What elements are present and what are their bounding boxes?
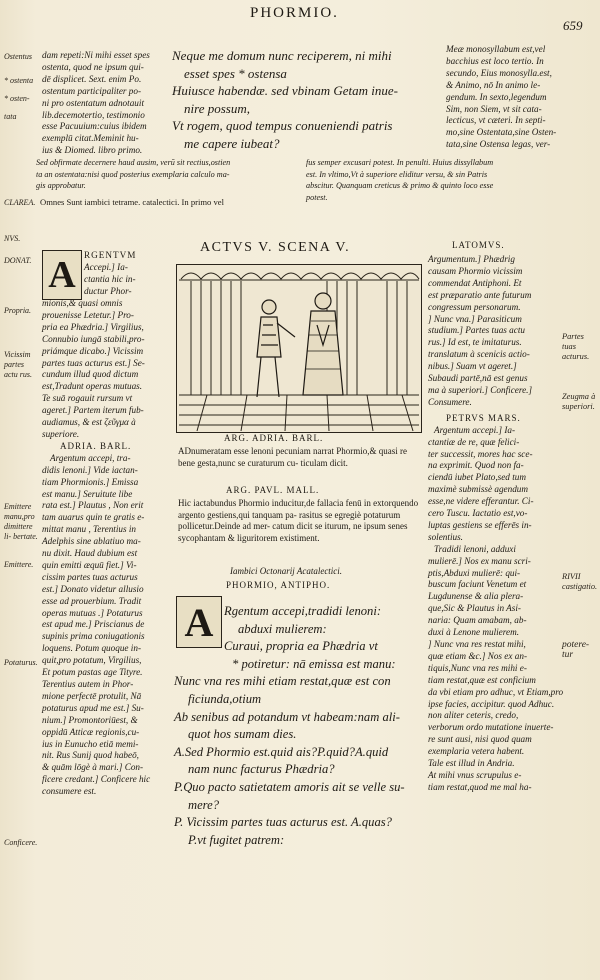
text-line: gis approbatur. [36, 181, 86, 191]
text-line: fus semper excusari potest. In penulti. Huius dissyllabum [306, 158, 494, 167]
margin-note: * osten- [4, 94, 30, 103]
text-line: Connubio iungā stabili,pro- [42, 333, 145, 344]
text-line: translatum à scenicis actio- [428, 349, 530, 360]
text-line: Te suā rogauit rursum vt [42, 393, 133, 404]
text-line: Subaudi partē,nā est genus [428, 373, 528, 384]
verse-line: Huiusce habendæ. sed vbinam Getam inue- [172, 83, 399, 98]
text-line: superiore. [42, 428, 80, 439]
text-line: Argentum accepi, tra- [50, 452, 131, 463]
text-line: ] Nunc vna res restat mihi, [428, 639, 526, 649]
verse-line: Ab senibus ad potandum vt habeam:nam ali- [174, 709, 400, 724]
text-line: commendat Antiphoni. Et [428, 277, 522, 288]
text-line: nibus.] Suam vt ageret.] [428, 361, 517, 372]
text-line: Et potum pastas age Tityre. [42, 667, 143, 678]
argument-caption-2: ARG. PAVL. MALL. [226, 485, 320, 495]
argument-caption-1: ARG. ADRIA. BARL. [224, 433, 324, 443]
text-line: priámque dicabo.] Vicissim [42, 345, 144, 356]
text-line: na exprimit. Quod non fa- [428, 460, 524, 471]
left-commentary [42, 298, 176, 798]
verse-line: P. Vicissim partes tuas acturus est. A.quas? [174, 815, 392, 830]
margin-clareanus-cont: NVS. [4, 234, 21, 243]
left-commentary-head [84, 250, 176, 298]
margin-potere-tur: potere-tur [562, 640, 590, 660]
verse-drop-cap: A [176, 596, 222, 648]
verse-line: Vt rogem, quod tempus conueniendi patris [172, 118, 393, 133]
top-left-margin [4, 52, 40, 122]
text-line: mo,sine Ostentata,sine Osten- [446, 127, 557, 138]
text-line: At mihi vnus scrupulus e- [428, 769, 522, 780]
meter-note: Omnes Sunt iambici tetrame. catalectici. In primo vel [40, 197, 224, 207]
top-verse [172, 47, 422, 152]
text-line: Argentum accepi.] Ia- [434, 424, 516, 435]
text-line: potaturus apud me est.] Su- [42, 702, 144, 713]
margin-rivii: RIVII castigatio. [562, 572, 598, 591]
text-line: Meæ monosyllabum est,vel [446, 44, 546, 54]
margin-zeugma: Zeugma à superiori. [562, 392, 596, 411]
text-line: cero Tuscu. Iactatio est,vo- [428, 508, 528, 519]
verse-line: abduxi mulierem: [238, 621, 327, 636]
text-line: exemplū citat.Meminit hu- [42, 133, 139, 144]
text-line: Tradidi lenoni, adduxi [434, 543, 516, 554]
text-line: tam auarus quin te gratis e- [42, 512, 145, 523]
margin-donat: DONAT. [4, 256, 32, 265]
text-line: buscum faciunt Venetum et [428, 579, 527, 590]
text-line: tiam Phormionis.] Emissa [42, 476, 139, 487]
text-line: Sed obfirmate decernere haud ausim, verū sit rectius,ostien [36, 158, 231, 167]
verse-line: Nunc vna res mihi etiam restat,quæ est con [174, 674, 391, 689]
verse-line: * potiretur: nā emissa est manu: [232, 656, 396, 671]
text-line: cundum illud quod dictum [42, 369, 139, 380]
verse-line: ficiunda,otium [188, 691, 262, 706]
text-line: mulierē.] Nos ex manu scri- [428, 555, 531, 566]
text-line: RGENTVM [84, 250, 137, 260]
text-line: ageret.] Partem iterum fub- [42, 405, 144, 416]
margin-emittere-manu: Emittere manu,pro dimittere li- bertate. [4, 502, 38, 541]
text-line: ma à superiori.] Conficere.] [428, 384, 533, 395]
argument-paragraph-2: Hic iactabundus Phormio inducitur,de fallacia fenū in extorquendo argento gestiens,qui tanquam pa- rasitus se egregiè potaturum pollicetur.Deinde ad mer- catum dicit se iturum, ne ipsum senes sycophantam & liguritorem existiment. [178, 498, 419, 543]
text-line: que,Sic & Plautus in Asi- [428, 603, 521, 614]
text-line: & Animo, nō In animo le- [446, 79, 541, 90]
text-line: duxi à Lenone mulierem. [428, 627, 520, 638]
latomus-heading: LATOMVS. [452, 240, 505, 250]
text-line: operas mutuas .] Potaturus [42, 607, 143, 618]
text-line: ptis,Abduxi mulierē: qui- [428, 567, 521, 578]
text-line: rata est.] Plautus , Non erit [42, 500, 144, 511]
text-line: Argumentum.] Phædrig [428, 254, 515, 264]
woodcut-scene [177, 265, 421, 432]
margin-partes-tuas: Partes tuas acturus. [562, 332, 590, 361]
text-line: mione perfectē protulit, Nā [42, 690, 142, 701]
scene-persons: PHORMIO, ANTIPHO. [226, 580, 331, 590]
text-line: audiamus, & est ζεῦγμα à [42, 417, 136, 428]
verse-line: quot hos sumam dies. [188, 727, 297, 742]
text-line: Accepi.] Ia- [84, 261, 128, 272]
verse-line: esset spes * ostensa [184, 65, 287, 81]
top-right-commentary [446, 44, 596, 151]
text-line: quit,pro potatum, Virgilius, [42, 655, 142, 666]
text-line: didis lenoni.] Vide iactan- [42, 464, 138, 475]
text-line: bacchius est loco tertio. In [446, 55, 544, 66]
text-line: esse Pacuuium:cuius ibidem [42, 121, 147, 132]
text-line: consumere est. [42, 786, 97, 797]
text-line: ductur Phor- [84, 285, 132, 296]
text-line: secundo, Eius monosylla.est, [446, 67, 552, 78]
text-line: Consumere. [428, 396, 472, 407]
text-line: ter successit, mores hac sce- [428, 448, 533, 459]
folio-number: 659 [563, 18, 583, 33]
text-line: loquens. Potum quoque in- [42, 643, 142, 654]
margin-vicissim: Vicissim partes actu rus. [4, 350, 32, 379]
verse-line: mere? [188, 797, 220, 812]
text-line: lib.decemotertio, testimonio [42, 109, 145, 120]
woodcut-illustration [176, 264, 422, 433]
text-line: ficere credant.] Conficere hic [42, 774, 151, 785]
text-line: Adelphis sine ablatiuo ma- [42, 536, 141, 547]
margin-clareanus: CLAREA. [4, 198, 36, 207]
text-line: congressum personarum. [428, 301, 521, 312]
text-line: quæ etiam &c.] Nos ex an- [428, 650, 528, 661]
text-line: nium.] Promontoriūest, & [42, 714, 138, 725]
text-line: ostenta, quod ne ipsum qui- [42, 61, 144, 72]
text-line: Tale est illud in Andria. [428, 758, 515, 769]
verse-line: Rgentum accepi,tradidi lenoni: [224, 604, 382, 618]
verse-line: Curaui, propria ea Phædria vt [224, 639, 378, 654]
margin-note: tata [4, 112, 17, 121]
text-line: da vbi etiam pro adhuc, vt Etiam,pro [428, 686, 564, 697]
top-mid-commentary [306, 157, 494, 203]
text-line: exemplaria vetera habent. [428, 746, 525, 757]
verse-line: Neque me domum nunc reciperem, ni mihi [172, 48, 392, 63]
margin-note: * ostenta [4, 76, 34, 85]
verse-line: P.vt fugitet patrem: [188, 832, 285, 847]
text-line: rus.] Id est, te imitaturus. [428, 337, 522, 348]
text-line: dam repeti:Ni mihi esset spes [42, 50, 150, 60]
verse-line: A.Sed Phormio est.quid ais?P.quid?A.quid [174, 744, 389, 759]
text-line: Lugdunense & alia plera- [428, 591, 524, 602]
margin-emittere: Emittere. [4, 560, 34, 569]
text-line: ciendū iubet Plato,sed tum [428, 472, 526, 483]
text-line: esse ad prouerbium. Tradit [42, 595, 142, 606]
text-line: re sunt ausi, nisi quod quam [428, 734, 532, 745]
persons-heading-mars: PETRVS MARS. [446, 412, 521, 423]
margin-potaturus: Potaturus. [4, 658, 38, 667]
text-line: tiam restat,quæ est conficium [428, 674, 536, 685]
text-line: ius & Diomed. libro primo. [42, 145, 143, 156]
text-line: quin emitti æquū fiet.] Vi- [42, 559, 137, 570]
verse-line: me capere iubeat? [184, 135, 280, 151]
text-line: nit. Rus Sunij quod habeō, [42, 750, 139, 761]
scene-verse [174, 603, 424, 849]
persons-heading: ADRIA. BARL. [60, 440, 132, 451]
text-line: luptas gestiens se efferēs in- [428, 519, 532, 530]
text-line: ctantia hic in- [84, 273, 136, 284]
latomus-commentary [428, 254, 564, 794]
top-left-commentary [42, 50, 168, 157]
text-line: est apud me.] Priscianus de [42, 619, 145, 630]
margin-conficere: Conficere. [4, 838, 38, 847]
text-line: non aliter ceteris, credo, [428, 710, 519, 721]
text-line: tata,sine Ostensa legas, ver- [446, 139, 551, 150]
text-line: mionis,& quasi omnis [42, 298, 123, 308]
text-line: ] Nunc vna.] Parasiticum [428, 313, 522, 324]
verse-line: nire possum, [184, 100, 250, 116]
text-line: est,Tradunt operas mutuas. [42, 381, 143, 392]
text-line: ipse facies, accipitur. quod Adhuc. [428, 698, 555, 709]
text-line: ostentum participaliter po- [42, 85, 142, 96]
text-line: potest. [306, 192, 328, 202]
margin-propria: Propria. [4, 306, 32, 315]
text-line: verborum ordo mutatione inuerte- [428, 722, 554, 733]
text-line: abscitur. Quanquam creticus & primo & quinto loco esse [306, 181, 494, 191]
text-line: dē displicet. Sext. enim Po. [42, 73, 142, 84]
meter-caption: Iambici Octonarij Acatalectici. [230, 566, 343, 576]
text-line: ius in Eunucho etiā memi- [42, 738, 139, 749]
argument-paragraph-1: ADnumeratam esse lenoni pecuniam narrat Phormio,& quasi re bene gesta,nunc se curaturum cu- ticulam dicit. [178, 446, 407, 468]
text-line: Sim, non Siem, vt sit cata- [446, 103, 542, 114]
act-heading: ACTVS V. SCENA V. [200, 240, 351, 255]
margin-note: Ostentus [4, 52, 32, 61]
text-line: maximè submissè agendum [428, 484, 529, 495]
text-line: esse,ne videre efferantur. Ci- [428, 496, 534, 507]
text-line: tiam restat,quod me mal ha- [428, 781, 532, 792]
text-line: oppidū Atticæ regionis,cu- [42, 726, 140, 737]
text-line: solentius. [428, 531, 463, 542]
text-line: Terentius autem in Phor- [42, 679, 134, 689]
text-line: partes tuas acturus est.] Se- [42, 357, 145, 368]
text-line: pria ea Phædria.] Virgilius, [42, 321, 144, 332]
text-line: ni pro ostentatum adnotauit [42, 97, 144, 108]
running-head: PHORMIO. [250, 5, 339, 21]
text-line: & quām lōgè à mari.] Con- [42, 762, 144, 773]
text-line: lecticus, vt cæteri. In septi- [446, 115, 546, 126]
text-line: est præparatio ante futurum [428, 289, 532, 300]
text-line: naria: Quam amabam, ab- [428, 615, 527, 626]
drop-cap: A [42, 250, 82, 300]
top-wide-commentary [36, 157, 304, 192]
text-line: supinis prima coniugationis [42, 631, 145, 642]
text-line: mittat manu , Terentius in [42, 524, 137, 535]
text-line: est manu.] Seruitute libe [42, 488, 133, 499]
text-line: tiquis,Nunc vna res mihi e- [428, 662, 527, 673]
verse-line: P.Quo pacto satietatem amoris ait se velle su- [174, 779, 405, 794]
text-line: est.] Donato videtur allusio [42, 583, 144, 594]
text-line: gendum. In sexto,legendum [446, 91, 547, 102]
verse-line: nam nunc facturus Phædria? [188, 762, 335, 777]
text-line: prouenisse Letetur.] Pro- [42, 309, 134, 320]
text-line: causam Phormio vicissim [428, 265, 523, 276]
text-line: est. In vltimo,Vt à superiore eliditur versu, & sin Patris [306, 169, 488, 179]
text-line: ta an ostentata:nisi quod posterius exemplaria calculo ma- [36, 169, 230, 179]
text-line: ctantiæ de re, quæ felici- [428, 436, 520, 447]
text-line: cissim partes tuas acturus [42, 571, 138, 582]
text-line: studium.] Partes tuas actu [428, 325, 525, 336]
text-line: nu dixit. Haud dubium est [42, 548, 138, 559]
